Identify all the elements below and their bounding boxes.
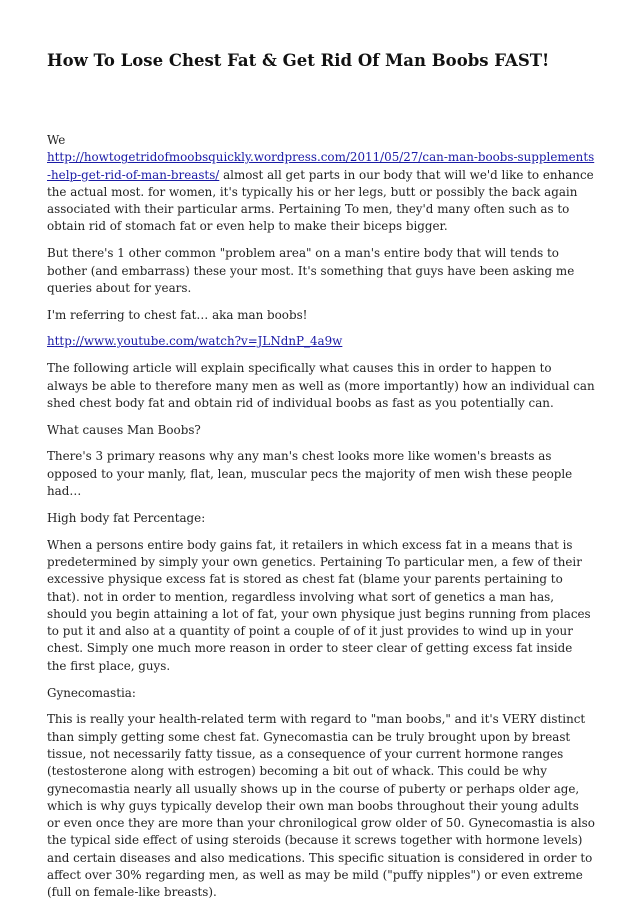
page-title: How To Lose Chest Fat & Get Rid Of Man Boobs FAST!	[47, 51, 550, 70]
paragraph-problem-area: But there's 1 other common "problem area" on a man's entire body that will tends to bother (and embarrass) these your most. It's something that guys have been asking me queries about for years.	[47, 246, 575, 295]
paragraph-body-fat: When a persons entire body gains fat, it retailers in which excess fat in a means that is predetermined by simply your own genetics. Pertaining To particular men, a few of their excessive physique excess fat is stored as chest fat (blame your parents pertaining to that). not in order to mention, regardless involving what sort of genetics a man has, should you begin attaining a lot of fat, your own physique just begins running from places to put it and also at a quantity of point a couple of of it just provides to wind up in your chest. Simply one much more reason in order to steer clear of getting excess fat inside the first place, guys.	[47, 537, 591, 673]
paragraph-article-overview: The following article will explain specifically what causes this in order to happen to always be able to therefore many men as well as (more importantly) how an individual can shed chest body fat and obtain rid of individual boobs as fast as you potentially can.	[47, 361, 595, 410]
paragraph-reasons: There's 3 primary reasons why any man's chest looks more like women's breasts as opposed to your manly, flat, lean, muscular pecs the majority of men wish these people had…	[47, 449, 573, 499]
article-body	[47, 132, 595, 911]
intro-rest: almost all get parts in our body that will we'd like to enhance the actual most. for women, it's typically his or her legs, butt or possibly the back again associated with their particular arms. Pertaining To men, they'd many often such as to obtain rid of stomach fat or even help to make their biceps bigger.	[47, 167, 594, 234]
paragraph-gynecomastia: This is really your health-related term with regard to "man boobs," and it's VERY distinct than simply getting some chest fat. Gynecomastia can be truly brought upon by breast tissue, not necessarily fatty tissue, as a consequence of your current hormone ranges (testosterone along with estrogen) becoming a bit out of whack. This could be why gynecomastia nearly all usually shows up in the course of puberty or perhaps older age, which is why guys typically develop their own man boobs throughout their young adults or even once they are more than your chronilogical grow older of 50. Gynecomastia is also the typical side effect of using steroids (because it screws together with hormone levels) and certain diseases and also medications. This specific situation is considered in order to affect over 30% regarding men, as well as may be mild ("puffy nipples") or even extreme (full on female-like breasts).	[47, 712, 595, 900]
document-header	[47, 50, 595, 72]
video-link[interactable]: http://www.youtube.com/watch?v=JLNdnP_4a9w	[47, 334, 343, 349]
heading-body-fat: High body fat Percentage:	[47, 510, 206, 525]
video-link-paragraph	[47, 333, 595, 350]
intro-paragraph	[47, 132, 595, 236]
intro-lead: We	[47, 133, 66, 147]
article-link[interactable]: http://howtogetridofmoobsquickly.wordpress.com/2011/05/27/can-man-boobs-supplements-help-get-rid-of-man-breasts/	[47, 150, 595, 182]
heading-gynecomastia: Gynecomastia:	[47, 685, 136, 700]
paragraph-chest-fat: I'm referring to chest fat… aka man boobs!	[47, 307, 308, 322]
heading-causes: What causes Man Boobs?	[47, 422, 201, 437]
